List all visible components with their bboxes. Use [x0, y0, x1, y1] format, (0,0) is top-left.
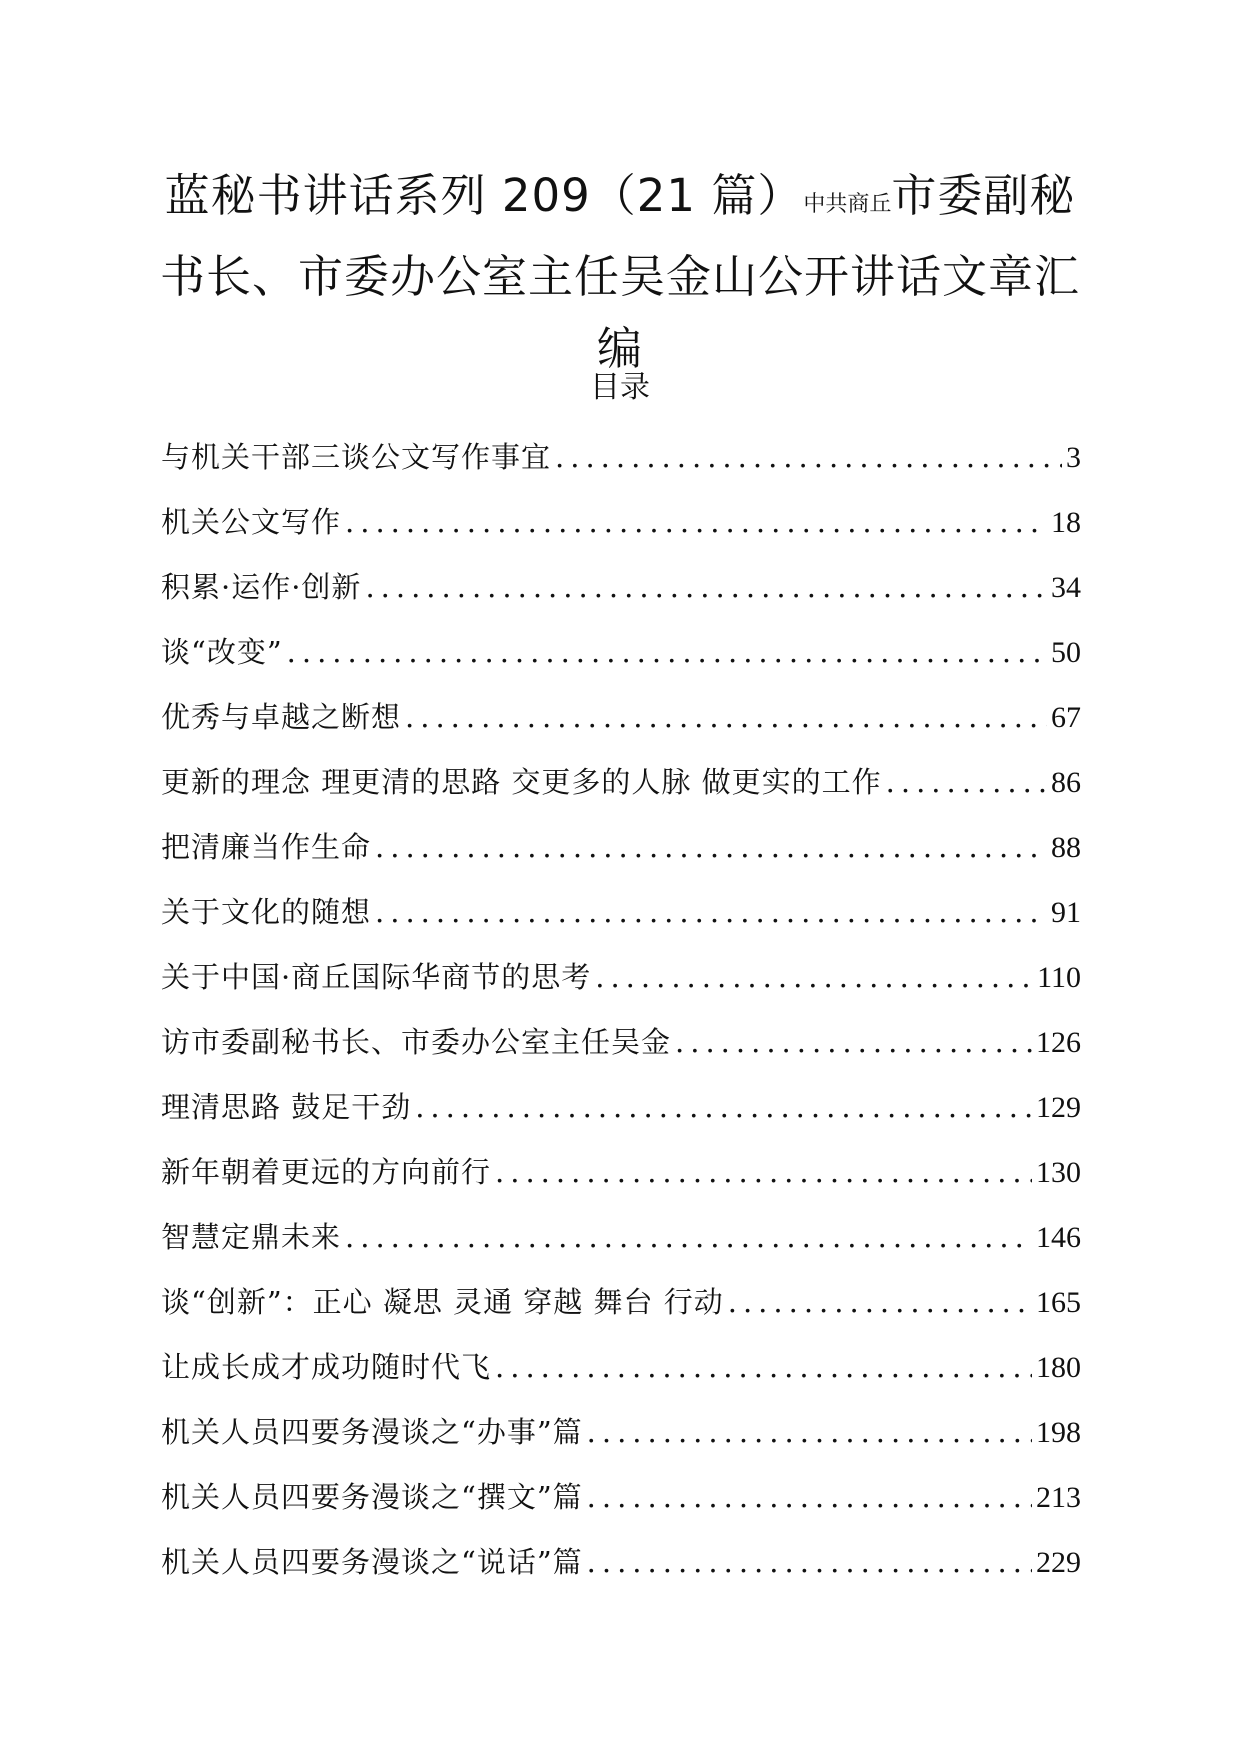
document-title: [150, 160, 1090, 385]
toc-item-text: 访市委副秘书长、市委办公室主任吴金: [161, 1025, 672, 1059]
toc-page-number: 18: [1051, 506, 1081, 539]
toc-page-number: 50: [1051, 636, 1081, 669]
toc-item-text: 关于文化的随想: [161, 895, 372, 929]
toc-item-text: 积累·运作·创新: [161, 570, 362, 604]
table-of-contents: [161, 425, 1081, 1595]
toc-item[interactable]: [161, 685, 1081, 750]
toc-page-number: 88: [1051, 831, 1081, 864]
toc-item[interactable]: [161, 815, 1081, 880]
toc-page-number: 165: [1036, 1286, 1081, 1319]
toc-item-text: 更新的理念 理更清的思路 交更多的人脉 做更实的工作: [161, 765, 882, 799]
toc-item-text: 新年朝着更远的方向前行: [161, 1155, 492, 1189]
toc-item-text: 机关人员四要务漫谈之“说话”篇: [161, 1545, 583, 1579]
toc-page-number: 3: [1066, 441, 1081, 474]
title-part-1: 蓝秘书讲话系列 209（21 篇）: [164, 169, 804, 222]
toc-item-text: 与机关干部三谈公文写作事宜: [161, 440, 552, 474]
toc-leader-dots: [587, 1465, 1032, 1530]
toc-item[interactable]: [161, 490, 1081, 555]
toc-item[interactable]: [161, 620, 1081, 685]
toc-item-text: 机关公文写作: [161, 505, 342, 539]
toc-leader-dots: [405, 685, 1047, 750]
toc-item[interactable]: [161, 1270, 1081, 1335]
toc-page-number: 146: [1036, 1221, 1081, 1254]
toc-page-number: 180: [1036, 1351, 1081, 1384]
toc-item-text: 机关人员四要务漫谈之“撰文”篇: [161, 1480, 583, 1514]
toc-leader-dots: [375, 880, 1047, 945]
toc-item[interactable]: [161, 1205, 1081, 1270]
toc-leader-dots: [886, 750, 1047, 815]
toc-item[interactable]: [161, 425, 1081, 490]
toc-item-text: 机关人员四要务漫谈之“办事”篇: [161, 1415, 583, 1449]
title-part-2: 市委副秘书长、市委办公室主任吴金山公开讲话文章汇编: [159, 169, 1080, 375]
toc-page-number: 110: [1037, 961, 1081, 994]
toc-item[interactable]: [161, 1335, 1081, 1400]
toc-leader-dots: [375, 815, 1047, 880]
toc-page-number: 198: [1036, 1416, 1081, 1449]
toc-item[interactable]: [161, 1465, 1081, 1530]
toc-item-text: 谈“创新”：正心 凝思 灵通 穿越 舞台 行动: [161, 1285, 724, 1319]
toc-page-number: 129: [1036, 1091, 1081, 1124]
toc-page-number: 34: [1051, 571, 1081, 604]
toc-page-number: 229: [1036, 1546, 1081, 1579]
toc-page-number: 213: [1036, 1481, 1081, 1514]
toc-item-text: 智慧定鼎未来: [161, 1220, 342, 1254]
toc-item-text: 把清廉当作生命: [161, 830, 372, 864]
toc-leader-dots: [415, 1075, 1032, 1140]
toc-item[interactable]: [161, 1530, 1081, 1595]
toc-leader-dots: [345, 1205, 1032, 1270]
toc-item-text: 让成长成才成功随时代飞: [161, 1350, 492, 1384]
toc-leader-dots: [587, 1400, 1032, 1465]
toc-leader-dots: [287, 620, 1047, 685]
toc-leader-dots: [495, 1140, 1032, 1205]
toc-page-number: 130: [1036, 1156, 1081, 1189]
toc-item[interactable]: [161, 1010, 1081, 1075]
toc-page-number: 126: [1036, 1026, 1081, 1059]
toc-item[interactable]: [161, 945, 1081, 1010]
toc-leader-dots: [728, 1270, 1032, 1335]
toc-item-text: 优秀与卓越之断想: [161, 700, 402, 734]
toc-leader-dots: [345, 490, 1047, 555]
toc-item[interactable]: [161, 1140, 1081, 1205]
toc-item[interactable]: [161, 880, 1081, 945]
title-small-text: 中共商丘: [803, 192, 892, 217]
toc-page-number: 91: [1051, 896, 1081, 929]
toc-item[interactable]: [161, 555, 1081, 620]
toc-leader-dots: [495, 1335, 1032, 1400]
toc-page-number: 67: [1051, 701, 1081, 734]
toc-leader-dots: [595, 945, 1033, 1010]
toc-leader-dots: [587, 1530, 1032, 1595]
toc-page-number: 86: [1051, 766, 1081, 799]
toc-leader-dots: [365, 555, 1047, 620]
toc-item[interactable]: [161, 750, 1081, 815]
toc-item[interactable]: [161, 1400, 1081, 1465]
toc-leader-dots: [555, 425, 1062, 490]
toc-heading: 目录: [590, 370, 650, 405]
toc-item-text: 理清思路 鼓足干劲: [161, 1090, 412, 1124]
toc-item-text: 关于中国·商丘国际华商节的思考: [161, 960, 592, 994]
toc-item[interactable]: [161, 1075, 1081, 1140]
toc-item-text: 谈“改变”: [161, 635, 283, 669]
toc-leader-dots: [675, 1010, 1032, 1075]
